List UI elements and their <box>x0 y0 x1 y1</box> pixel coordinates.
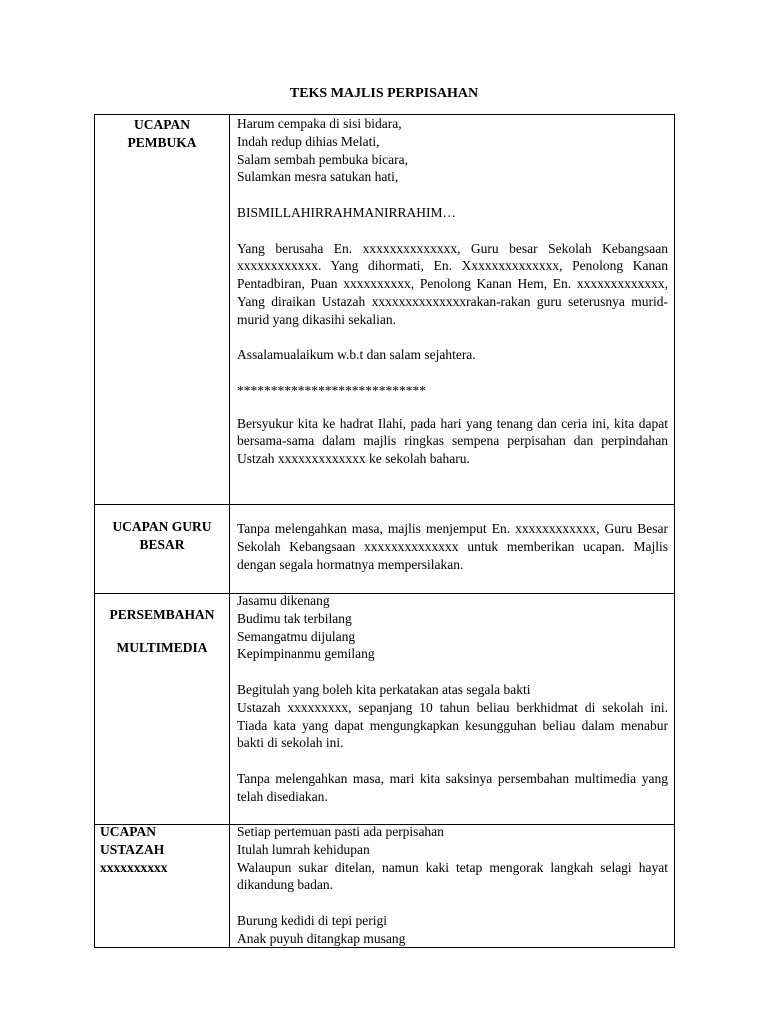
pantun-line: Salam sembah pembuka bicara, <box>237 151 408 167</box>
tribute-paragraph: Ustazah xxxxxxxxx, sepanjang 10 tahun beliau berkhidmat di sekolah ini. Tiada kata yang dapat mengungkapkan kesungguhan beliau dalam menabur bakti di sekolah ini. <box>237 699 668 751</box>
pantun-line: Sulamkan mesra satukan hati, <box>237 169 399 185</box>
poem-line: Jasamu dikenang <box>237 593 330 608</box>
row-divider-1 <box>94 504 675 505</box>
verse-line: Setiap pertemuan pasti ada perpisahan <box>237 824 444 839</box>
separator-stars: **************************** <box>237 382 426 398</box>
bismillah-line: BISMILLAHIRRAHMANIRRAHIM… <box>237 204 457 220</box>
poem-line: Semangatmu dijulang <box>237 628 356 644</box>
row-label-multimedia: PERSEMBAHAN MULTIMEDIA <box>109 607 215 655</box>
salam-line: Assalamualaikum w.b.t dan salam sejahtera. <box>237 347 476 363</box>
poem-line: Kepimpinanmu gemilang <box>237 646 375 662</box>
ustazah-paragraph: Walaupun sukar ditelan, namun kaki tetap mengorak langkah selagi hayat dikandung badan. <box>237 859 668 893</box>
row-label-ustazah: UCAPAN USTAZAH xxxxxxxxxx <box>100 824 168 875</box>
row-content-guru-besar <box>237 520 668 573</box>
tribute-line: Begitulah yang boleh kita perkatakan atas segala bakti <box>237 681 531 697</box>
pantun-line: Indah redup dihias Melati, <box>237 133 380 149</box>
row-content-ustazah <box>237 823 668 948</box>
row-label-pembuka: UCAPAN PEMBUKA <box>127 117 197 150</box>
poem-line: Budimu tak terbilang <box>237 610 352 626</box>
row-content-multimedia <box>237 592 668 806</box>
multimedia-closing: Tanpa melengahkan masa, mari kita saksinya persembahan multimedia yang telah disediakan. <box>237 770 668 804</box>
opening-closing-paragraph: Bersyukur kita ke hadrat Ilahi, pada hari yang tenang dan ceria ini, kita dapat bersama-sama dalam majlis ringkas sempena perpisahan dan perpindahan Ustzah xxxxxxxxxxxxx ke sekolah baharu. <box>237 415 668 467</box>
page-title: TEKS MAJLIS PERPISAHAN <box>289 86 479 101</box>
guru-besar-paragraph: Tanpa melengahkan masa, majlis menjemput En. xxxxxxxxxxxx, Guru Besar Sekolah Kebangsaan xxxxxxxxxxxxxx untuk memberikan ucapan. Majlis dengan segala hormatnya mempersilakan. <box>237 521 668 572</box>
verse-line: Itulah lumrah kehidupan <box>237 841 370 857</box>
greeting-paragraph: Yang berusaha En. xxxxxxxxxxxxxx, Guru besar Sekolah Kebangsaan xxxxxxxxxxxx. Yang dihormati, En. Xxxxxxxxxxxxxx, Penolong Kanan Pentadbiran, Puan xxxxxxxxxx, Penolong Kanan Hem, En. xxxxxxxxxxxxx, Yang diraikan Ustazah xxxxxxxxxxxxxxrakan-rakan guru seterusnya murid-murid yang dikasihi sekalian. <box>237 240 668 327</box>
row-label-guru-besar: UCAPAN GURU BESAR <box>112 519 212 552</box>
pantun-line: Harum cempaka di sisi bidara, <box>237 116 402 131</box>
pantun-line: Anak puyuh ditangkap musang <box>237 930 406 946</box>
pantun-line: Burung kedidi di tepi perigi <box>237 912 387 928</box>
row-content-pembuka <box>237 115 668 468</box>
